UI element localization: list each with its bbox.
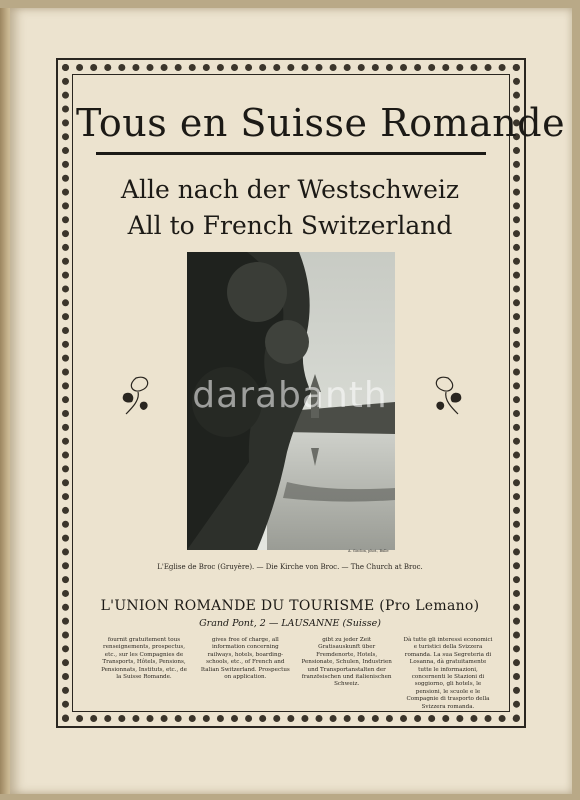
poster-title: Tous en Suisse Romande [76,101,566,145]
organization-address: Grand Pont, 2 — LAUSANNE (Suisse) [199,618,381,629]
watermark-text: darabanth [192,375,388,416]
subtitle-german: Alle nach der Westschweiz [120,175,460,204]
photo-credit: A. Gisclon, phot., Bulle [348,549,389,553]
info-columns [98,637,494,709]
photo-caption: L'Eglise de Broc (Gruyère). — Die Kirche von Broc. — The Church at Broc. [157,563,423,571]
subtitle-english: All to French Switzerland [127,211,453,240]
title-rule [96,152,486,155]
info-column-english: gives free of charge, all information concerning railways, hotels, boarding-schools, etc., of French and Italian Switzerland. Prospectus on application. [200,637,290,681]
info-column-italian: Dà tutte gli interessi economici e turistici della Svizzera romanda. La sua Segreteria di Losanna, dà gratuitamente tutte le informazioni, concernenti le Stazioni di soggiorno, gli hotels, le pensioni, le scuole e le Compagnie di trasporto della Svizzera romanda. [403,637,493,710]
info-column-french: fournit gratuitement tous renseignements, prospectus, etc., sur les Compagnies de Transports, Hôtels, Pensions, Pensionnats, Instituts, etc., de la Suisse Romande. [101,637,187,681]
organization-name: L'UNION ROMANDE DU TOURISME (Pro Lemano) [100,598,480,614]
info-column-german: gibt zu jeder Zeit Gratisauskunft über Fremdenorte, Hotels, Pensionate, Schulen, Industrien und Transportanstalten der französischen und italienischen Schweiz. [301,637,392,688]
